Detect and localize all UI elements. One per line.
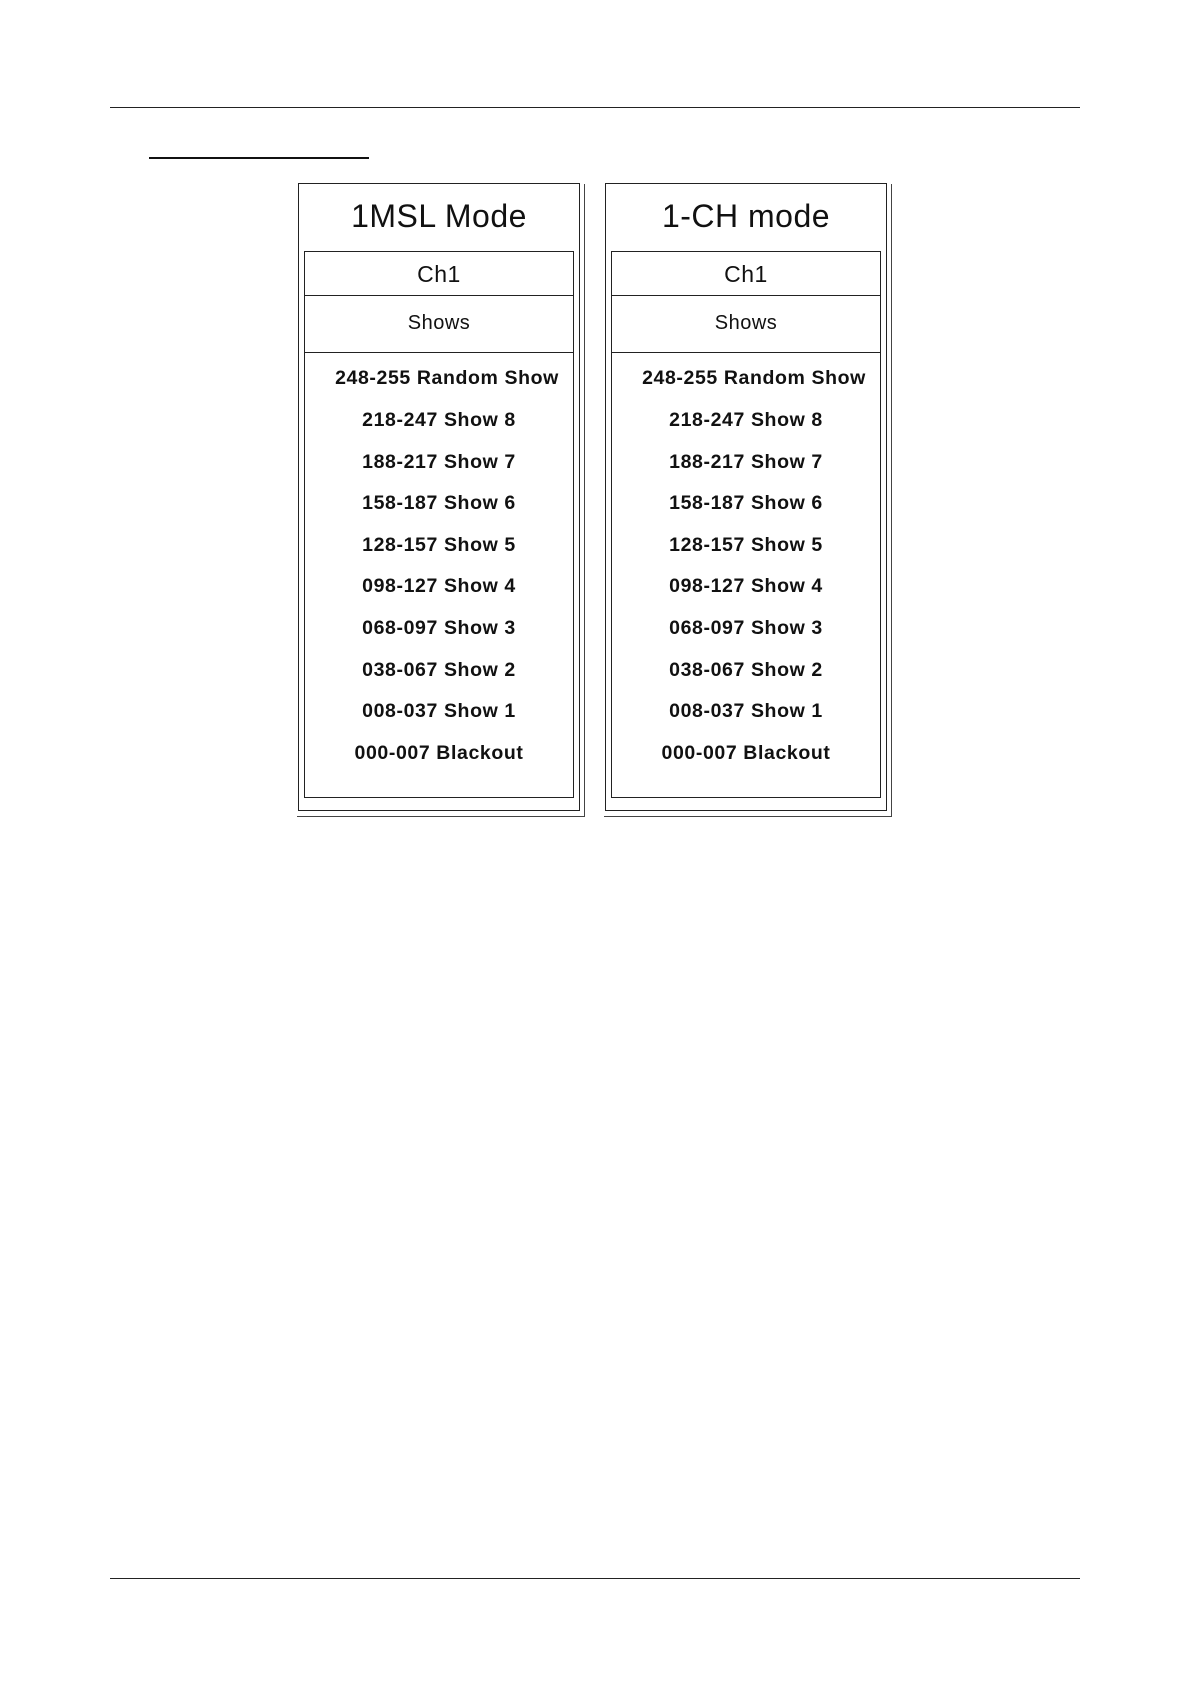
value-row: 218-247 Show 8 xyxy=(669,409,823,431)
mode-title: 1MSL Mode xyxy=(351,198,527,234)
header-rule xyxy=(110,107,1080,108)
value-row: 068-097 Show 3 xyxy=(362,617,516,639)
channel-table xyxy=(304,251,574,798)
value-row: 248-255 Random Show xyxy=(335,367,559,389)
value-row: 158-187 Show 6 xyxy=(362,492,516,514)
value-row: 098-127 Show 4 xyxy=(362,575,516,597)
channel-table xyxy=(611,251,881,798)
function-label: Shows xyxy=(612,296,880,353)
value-row: 128-157 Show 5 xyxy=(362,534,516,556)
mode-title: 1-CH mode xyxy=(661,198,831,234)
value-row: 158-187 Show 6 xyxy=(669,492,823,514)
channel-label: Ch1 xyxy=(612,252,880,296)
value-row: 068-097 Show 3 xyxy=(669,617,823,639)
value-row: 008-037 Show 1 xyxy=(669,700,823,722)
value-row: 008-037 Show 1 xyxy=(362,700,516,722)
value-row: 248-255 Random Show xyxy=(642,367,866,389)
value-row: 098-127 Show 4 xyxy=(669,575,823,597)
section-heading-underline xyxy=(149,157,369,159)
dmx-table-1ch-mode xyxy=(605,183,887,811)
value-row: 038-067 Show 2 xyxy=(669,659,823,681)
value-row: 128-157 Show 5 xyxy=(669,534,823,556)
value-row: 188-217 Show 7 xyxy=(362,451,516,473)
value-row: 218-247 Show 8 xyxy=(362,409,516,431)
dmx-table-1msl-mode xyxy=(298,183,580,811)
value-row: 038-067 Show 2 xyxy=(362,659,516,681)
value-row: 188-217 Show 7 xyxy=(669,451,823,473)
channel-label: Ch1 xyxy=(305,252,573,296)
function-label: Shows xyxy=(305,296,573,353)
value-row: 000-007 Blackout xyxy=(354,742,524,764)
footer-rule xyxy=(110,1578,1080,1579)
value-row: 000-007 Blackout xyxy=(661,742,831,764)
